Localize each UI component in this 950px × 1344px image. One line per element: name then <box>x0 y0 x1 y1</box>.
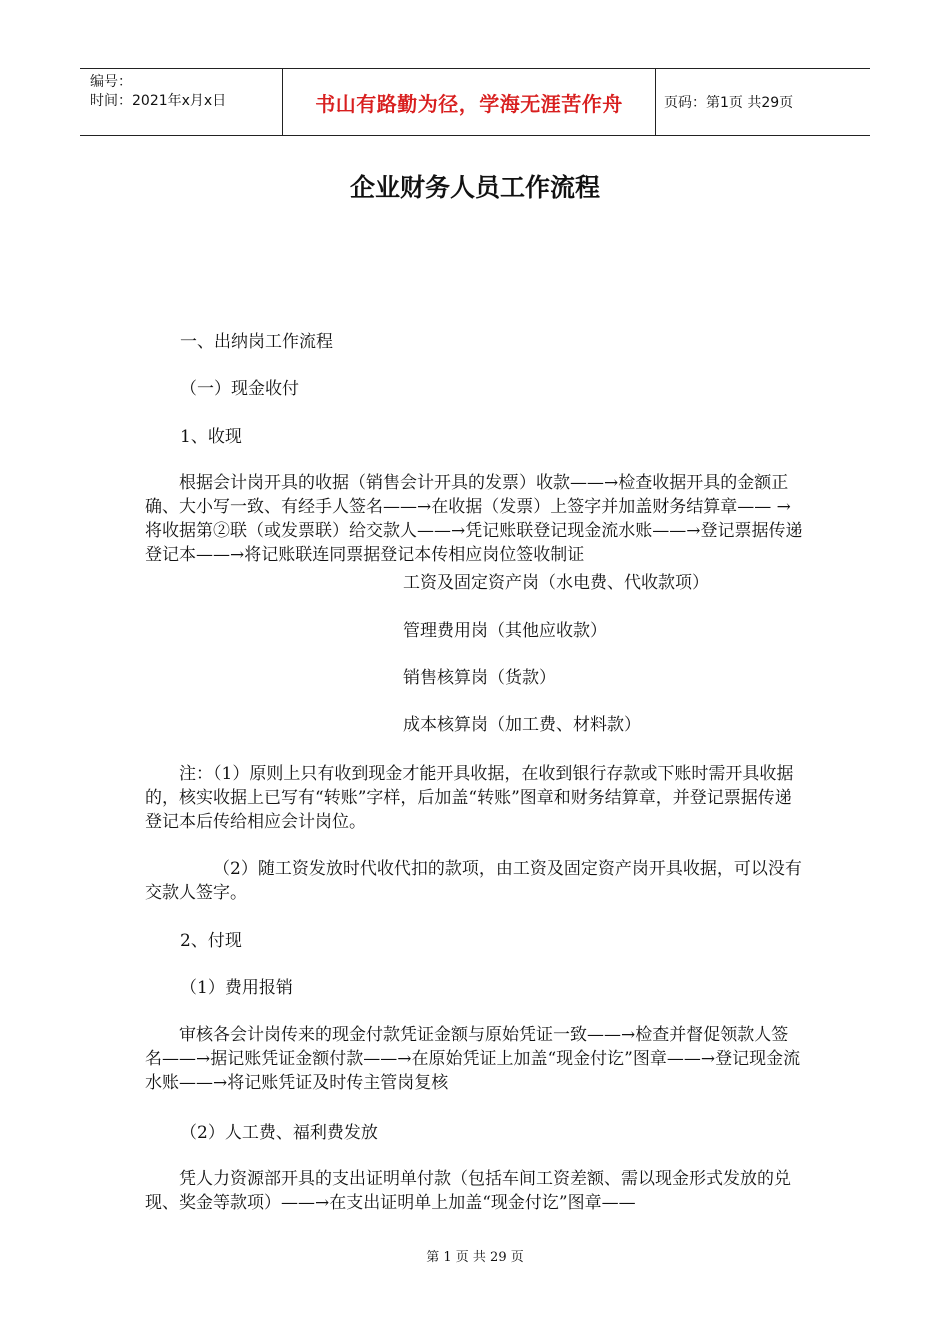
list-item: 销售核算岗（货款） <box>403 668 556 688</box>
header-motto-cell <box>282 69 656 135</box>
paragraph: 审核各会计岗传来的现金付款凭证金额与原始凭证一致——→检查并督促领款人签名——→据记账凭证金额付款——→在原始凭证上加盖“现金付讫”图章——→登记现金流水账——→将记账凭证及时传主管岗复核 <box>145 1025 801 1093</box>
list-item: 管理费用岗（其他应收款） <box>403 621 607 641</box>
subsection-heading: （2）人工费、福利费发放 <box>180 1123 378 1143</box>
page-footer: 第 1 页 共 29 页 <box>426 1250 524 1265</box>
header-page-cell <box>656 69 870 135</box>
note-paragraph: （2）随工资发放时代收代扣的款项，由工资及固定资产岗开具收据，可以没有交款人签字。 <box>145 859 802 903</box>
motto-text: 书山有路勤为径，学海无涯苦作舟 <box>315 91 623 116</box>
document-title: 企业财务人员工作流程 <box>349 173 600 202</box>
time-label: 时间：2021年x月x日 <box>90 93 227 109</box>
note-paragraph: 注：（1）原则上只有收到现金才能开具收据，在收到银行存款或下账时需开具收据的，核实收据上已写有“转账”字样，后加盖“转账”图章和财务结算章，并登记票据传递登记本后传给相应会计岗位。 <box>145 764 794 832</box>
header-table <box>80 68 870 136</box>
list-item: 工资及固定资产岗（水电费、代收款项） <box>403 573 709 593</box>
section-heading: 一、出纳岗工作流程 <box>180 332 333 352</box>
header-left-cell <box>80 69 282 135</box>
subsection-heading: （1）费用报销 <box>180 978 293 998</box>
subsection-heading: （一）现金收付 <box>180 379 299 399</box>
item-heading: 2、付现 <box>180 931 242 951</box>
paragraph: 根据会计岗开具的收据（销售会计开具的发票）收款——→检查收据开具的金额正确、大小写一致、有经手人签名——→在收据（发票）上签字并加盖财务结算章—— →将收据第②联（或发票联）给交款人——→凭记账联登记现金流水账——→登记票据传递登记本——→将记账联连同票据登记本传相应岗位签收制证 <box>145 473 803 565</box>
number-label: 编号： <box>90 74 132 90</box>
list-item: 成本核算岗（加工费、材料款） <box>403 715 641 735</box>
item-heading: 1、收现 <box>180 427 242 447</box>
paragraph: 凭人力资源部开具的支出证明单付款（包括车间工资差额、需以现金形式发放的兑现、奖金等款项）——→在支出证明单上加盖“现金付讫”图章—— <box>145 1169 791 1213</box>
page-info: 页码：第1页 共29页 <box>664 95 794 111</box>
